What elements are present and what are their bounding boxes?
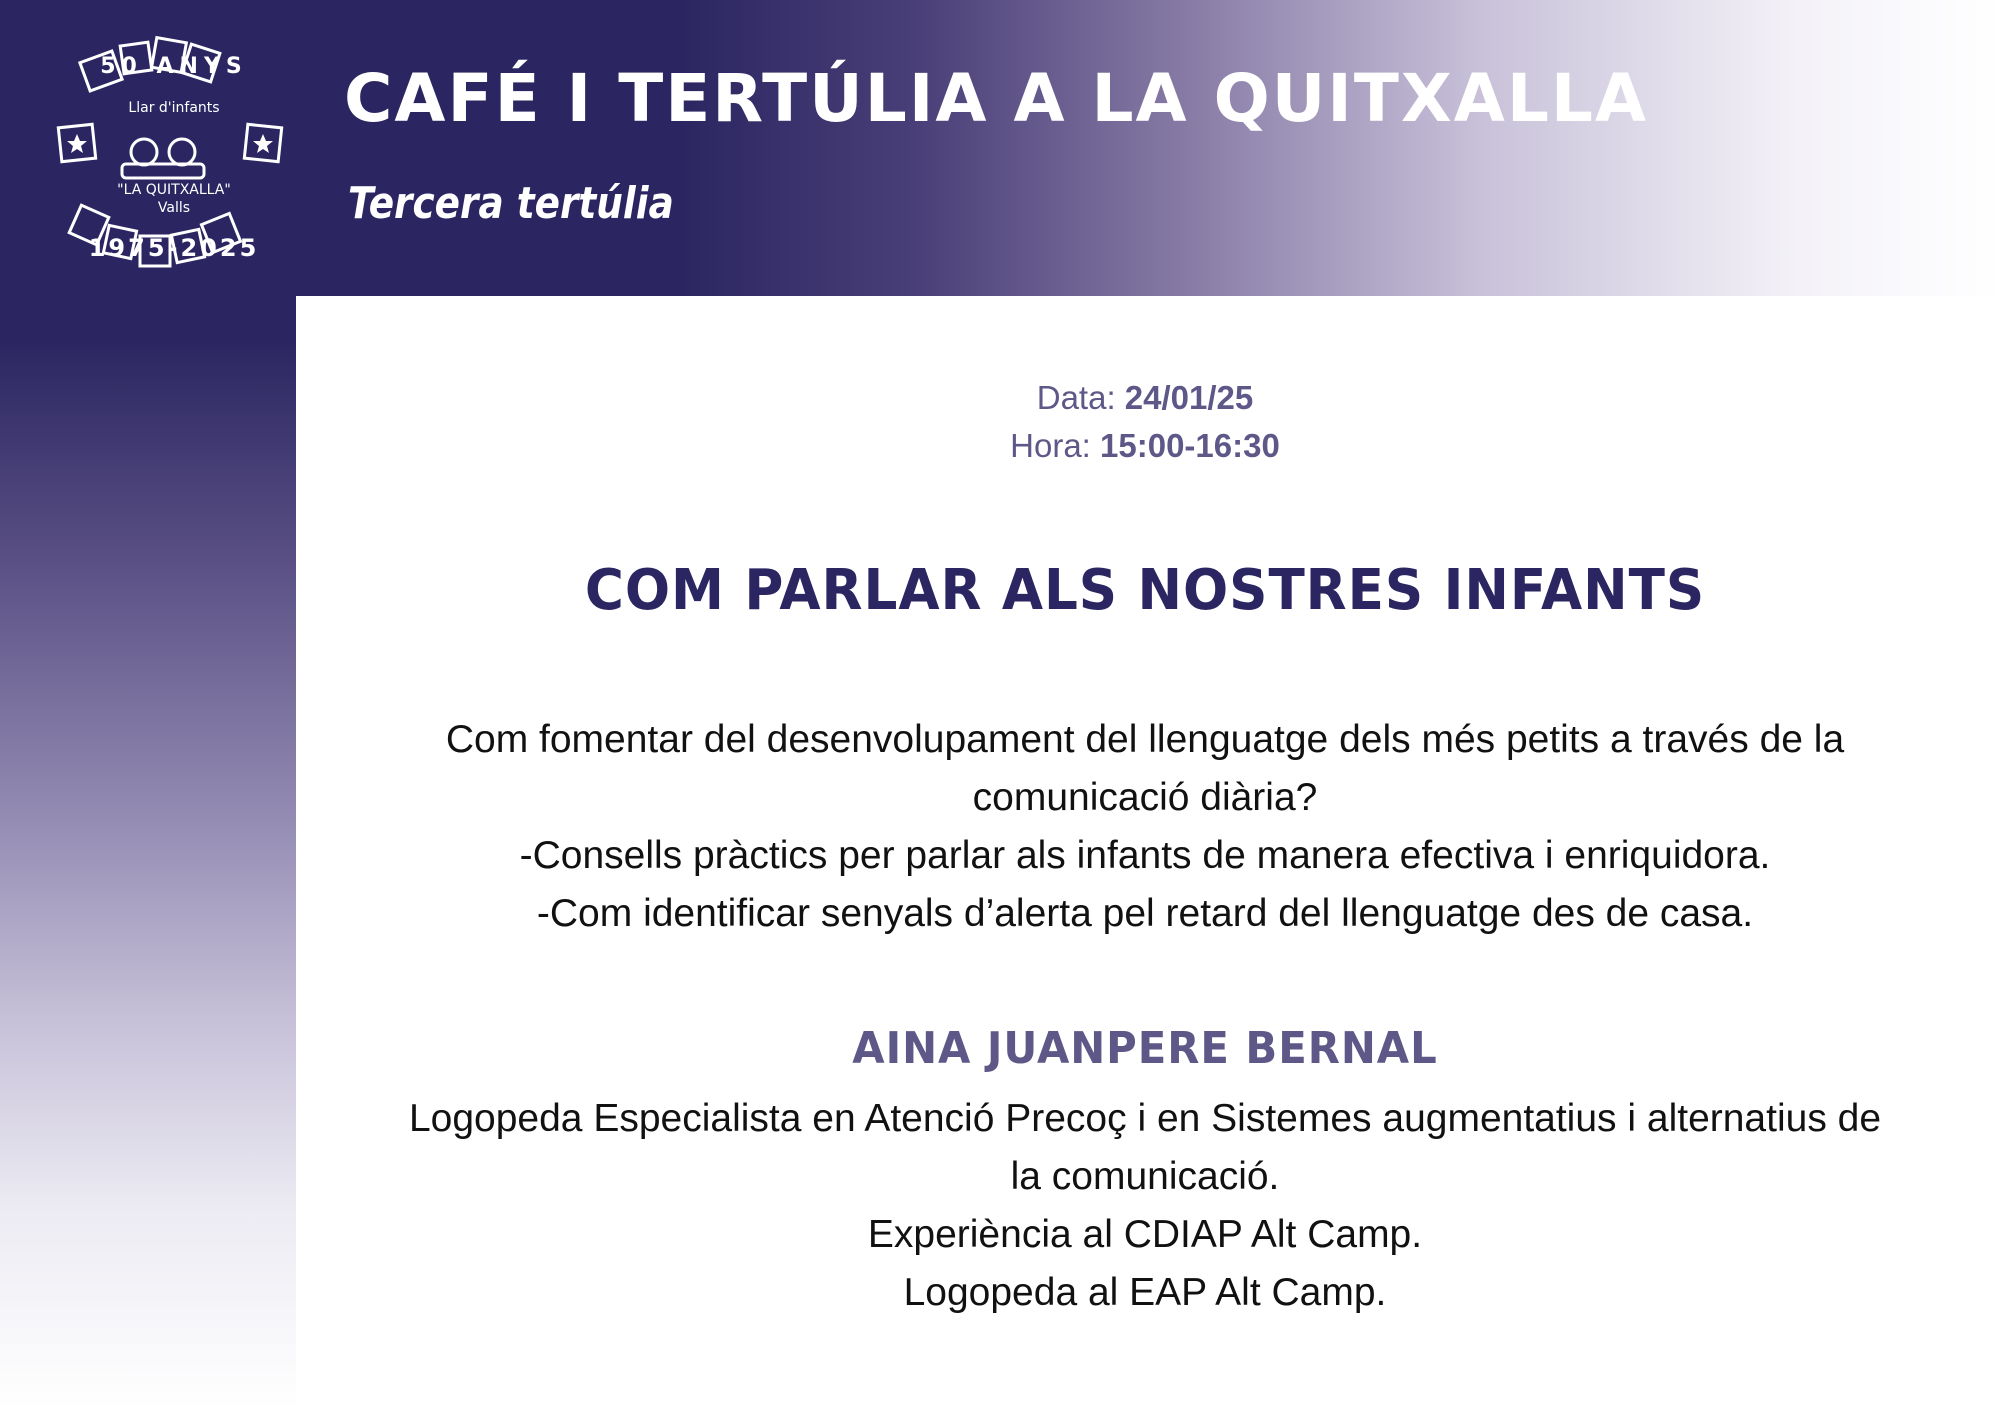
logo-town: Valls [157,200,191,216]
logo-subtitle: Llar d'infants [128,100,220,116]
time-label: Hora: [1010,427,1091,464]
main-content [310,296,1980,1322]
page-subtitle: Tercera tertúlia [348,178,674,229]
description-line: Com fomentar del desenvolupament del llenguatge dels més petits a través de la [445,718,1845,761]
time-line [310,422,1980,470]
logo-years-range: 1975-2025 [88,234,260,262]
logo-school-name: "LA QUITXALLA" [117,182,231,198]
description [310,711,1980,943]
speaker-bio [310,1090,1980,1322]
description-line: -Com identificar senyals d’alerta pel retard del llenguatge des de casa. [536,892,1754,935]
event-meta [310,374,1980,470]
sidebar-gradient [0,296,296,1410]
bio-line: Experiència al CDIAP Alt Camp. [867,1213,1423,1256]
topic-heading: COM PARLAR ALS NOSTRES INFANTS [584,558,1706,623]
description-line: comunicació diària? [972,776,1318,819]
speaker-name: AINA JUANPERE BERNAL [852,1023,1438,1074]
header-banner [0,0,2000,296]
date-value: 24/01/25 [1124,379,1254,416]
logo-years-label: 50 ANYS [100,54,248,79]
description-line: -Consells pràctics per parlar als infants de manera efectiva i enriquidora. [519,834,1771,877]
bio-line: la comunicació. [1010,1155,1280,1198]
school-logo [56,34,292,274]
bio-line: Logopeda Especialista en Atenció Precoç i en Sistemes augmentatius i alternatius de [408,1097,1882,1140]
bio-line: Logopeda al EAP Alt Camp. [903,1271,1387,1314]
page-title: CAFÉ I TERTÚLIA A LA QUITXALLA [344,60,1649,137]
date-label: Data: [1036,379,1116,416]
date-line [310,374,1980,422]
time-value: 15:00-16:30 [1100,427,1280,464]
